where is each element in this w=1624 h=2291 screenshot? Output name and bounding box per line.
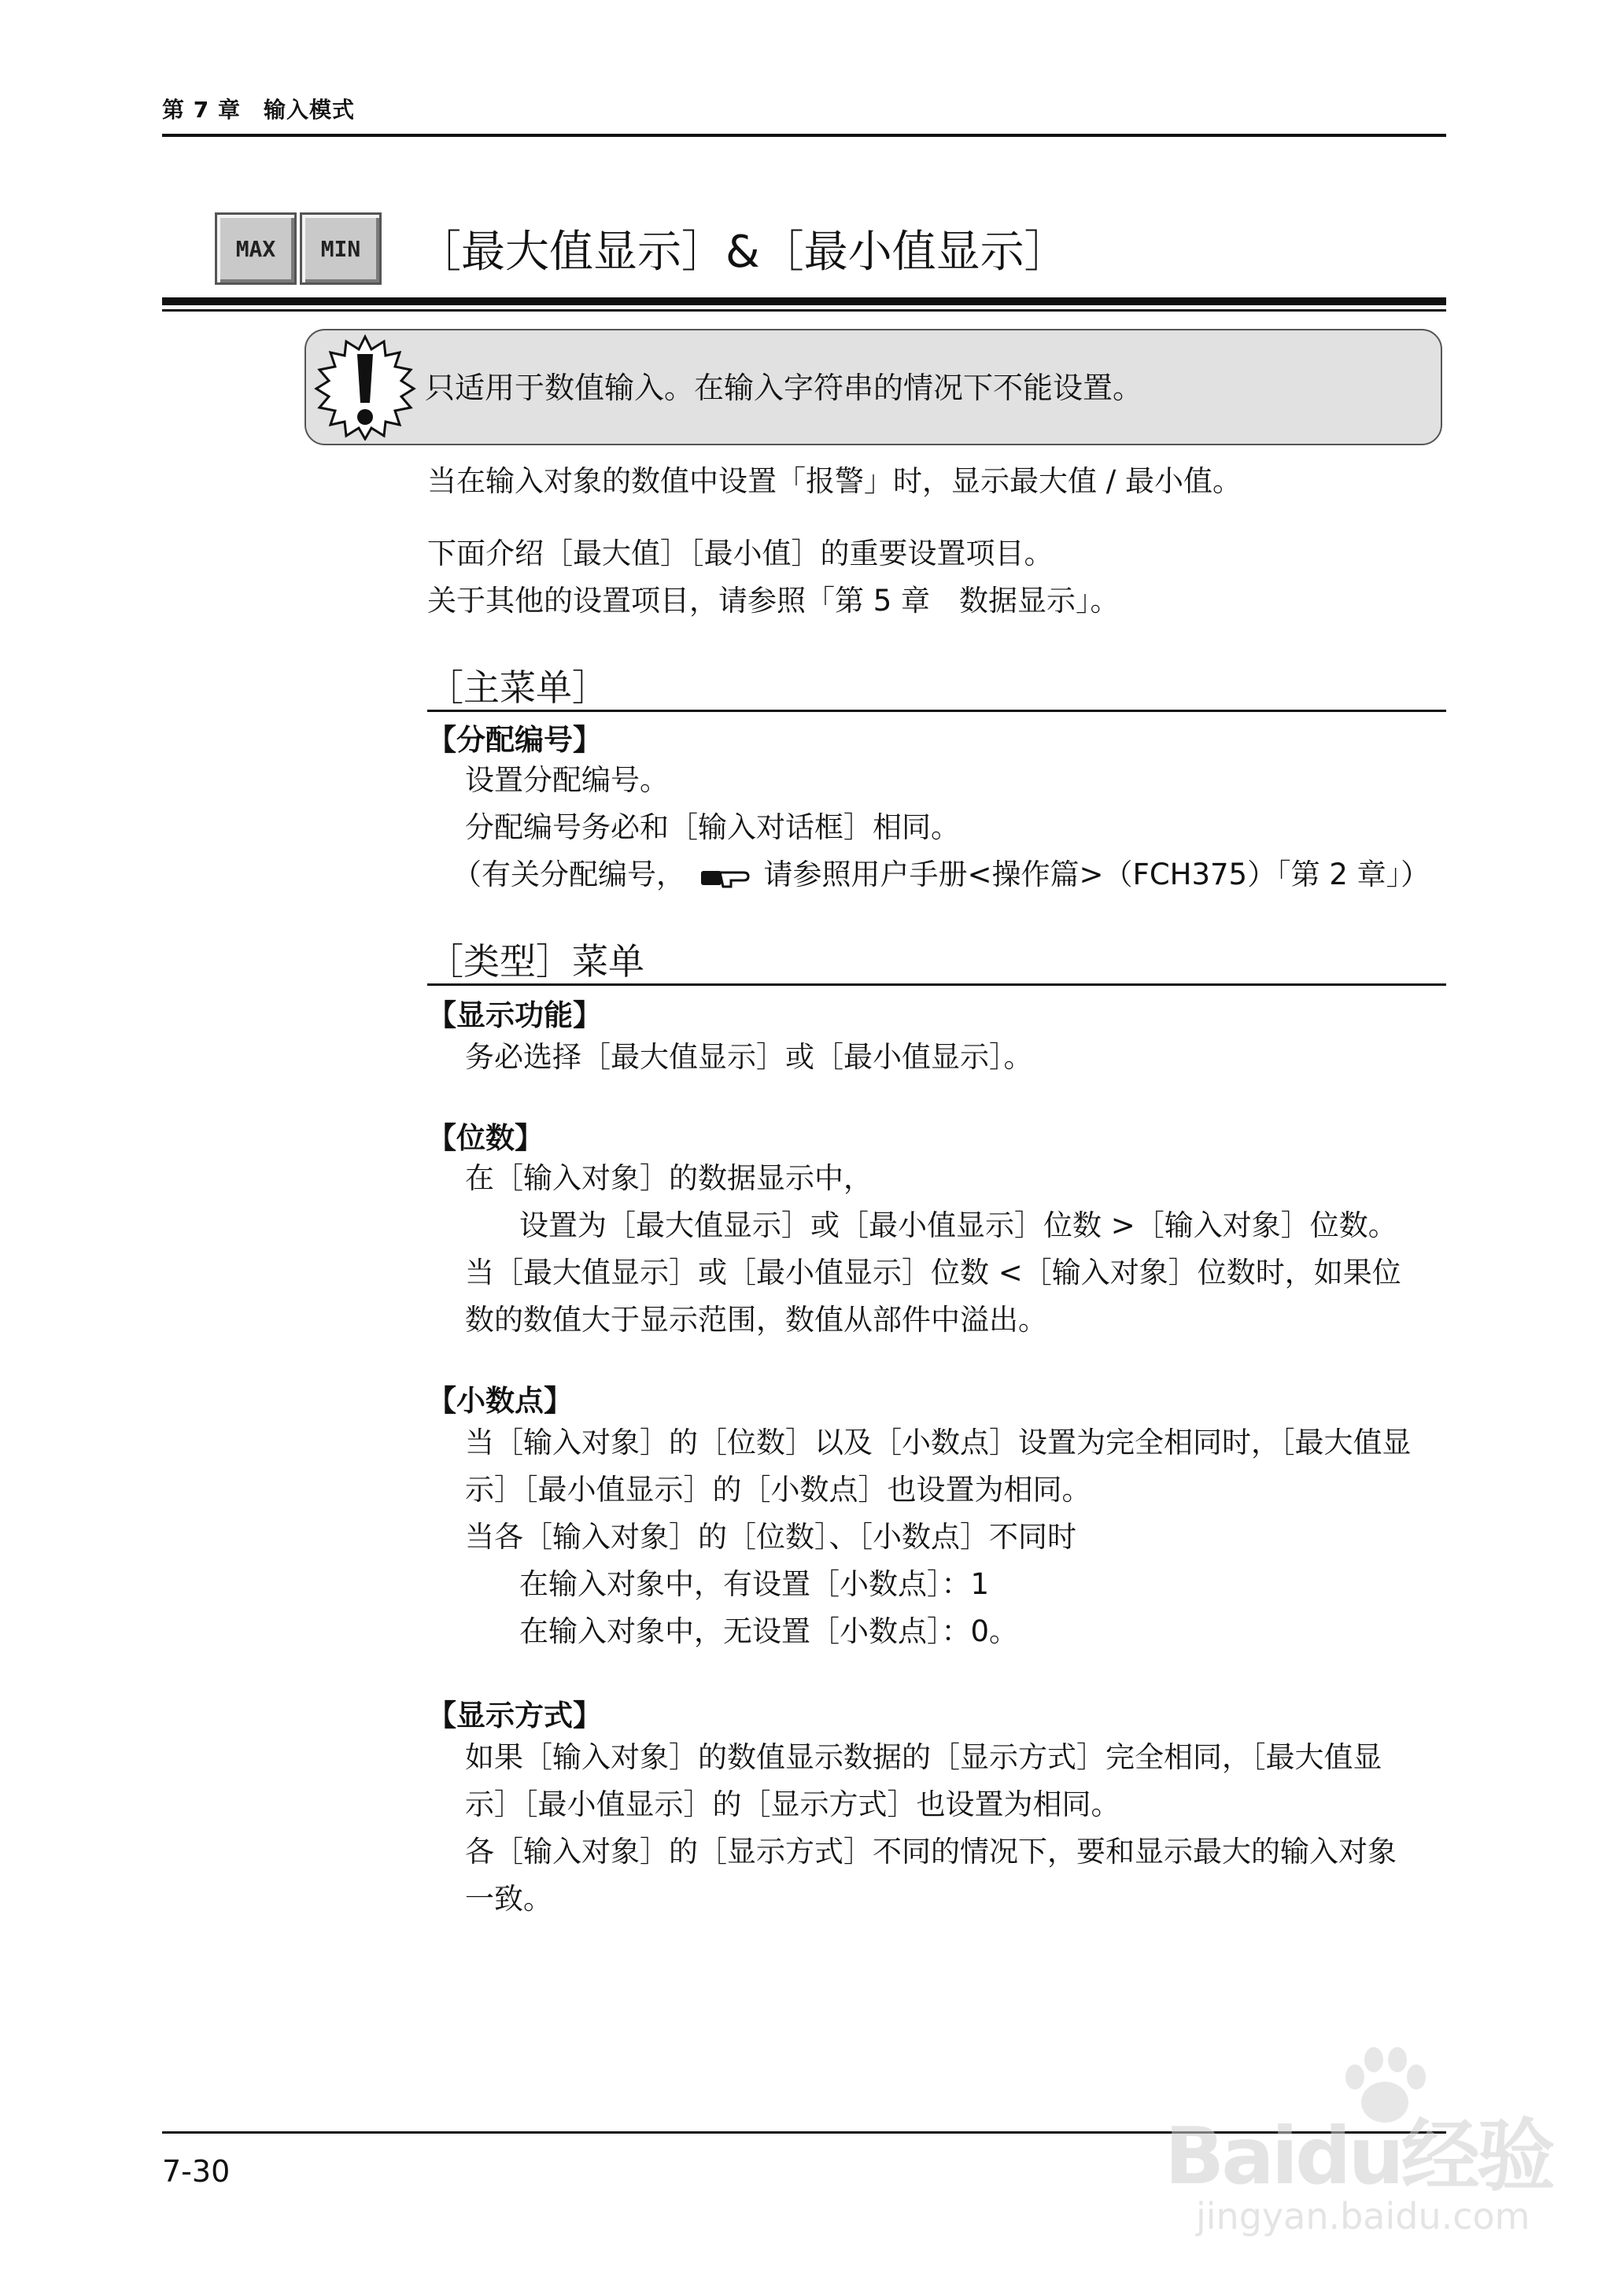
baidu-watermark bbox=[1149, 2046, 1558, 2250]
decimal-point-line: 当［输入对象］的［位数］以及［小数点］设置为完全相同时，［最大值显 bbox=[465, 1426, 1412, 1459]
reference-text: 请参照用户手册<操作篇>（FCH375）「第 2 章」） bbox=[763, 858, 1430, 891]
main-menu-rule bbox=[427, 710, 1446, 712]
notice-text: 只适用于数值输入。在输入字符串的情况下不能设置。 bbox=[425, 371, 1143, 405]
display-format-line: 各［输入对象］的［显示方式］不同的情况下，要和显示最大的输入对象 bbox=[465, 1835, 1397, 1869]
header-rule bbox=[162, 134, 1446, 137]
intro-line: 关于其他的设置项目，请参照「第 5 章 数据显示」。 bbox=[427, 584, 1120, 618]
decimal-point-line: 当各［输入对象］的［位数］、［小数点］不同时 bbox=[465, 1520, 1076, 1554]
digits-line: 设置为［最大值显示］或［最小值显示］位数 >［输入对象］位数。 bbox=[519, 1208, 1397, 1242]
type-menu-rule bbox=[427, 983, 1446, 986]
pointing-hand-icon bbox=[699, 863, 750, 890]
display-function-line: 务必选择［最大值显示］或［最小值显示］。 bbox=[465, 1040, 1033, 1074]
display-format-line: 如果［输入对象］的数值显示数据的［显示方式］完全相同，［最大值显 bbox=[465, 1740, 1382, 1774]
display-function-heading: 【显示功能】 bbox=[427, 998, 602, 1032]
assign-number-line: 设置分配编号。 bbox=[465, 763, 669, 797]
title-rule-thin bbox=[162, 309, 1446, 312]
display-format-line: 示］［最小值显示］的［显示方式］也设置为相同。 bbox=[465, 1787, 1120, 1821]
assign-number-line: 分配编号务必和［输入对话框］相同。 bbox=[465, 810, 960, 844]
section-title: ［最大值显示］&［最小值显示］ bbox=[417, 227, 1069, 278]
reference-prefix: （有关分配编号， bbox=[452, 858, 685, 891]
title-rule bbox=[162, 297, 1446, 305]
intro-line: 当在输入对象的数值中设置「报警」时，显示最大值 / 最小值。 bbox=[427, 464, 1242, 498]
digits-line: 当［最大值显示］或［最小值显示］位数 <［输入对象］位数时，如果位 bbox=[465, 1256, 1401, 1289]
intro-line: 下面介绍［最大值］［最小值］的重要设置项目。 bbox=[427, 537, 1054, 570]
max-button[interactable]: MAX bbox=[215, 212, 297, 285]
display-format-heading: 【显示方式】 bbox=[427, 1699, 602, 1732]
mode-buttons bbox=[215, 212, 382, 285]
decimal-point-heading: 【小数点】 bbox=[427, 1384, 573, 1418]
warning-icon bbox=[313, 334, 417, 441]
assign-number-heading: 【分配编号】 bbox=[427, 723, 602, 757]
page-number: 7-30 bbox=[162, 2154, 231, 2189]
digits-heading: 【位数】 bbox=[427, 1121, 544, 1155]
decimal-point-line: 示］［最小值显示］的［小数点］也设置为相同。 bbox=[465, 1473, 1091, 1507]
decimal-point-line: 在输入对象中，无设置［小数点］：0。 bbox=[519, 1614, 1019, 1648]
main-menu-heading: ［主菜单］ bbox=[427, 666, 608, 709]
digits-line: 数的数值大于显示范围，数值从部件中溢出。 bbox=[465, 1303, 1047, 1337]
display-format-line: 一致。 bbox=[465, 1882, 552, 1916]
type-menu-heading: ［类型］菜单 bbox=[427, 940, 644, 983]
digits-line: 在［输入对象］的数据显示中， bbox=[465, 1161, 873, 1195]
decimal-point-line: 在输入对象中，有设置［小数点］：1 bbox=[519, 1567, 990, 1601]
assign-number-reference bbox=[452, 858, 1430, 892]
chapter-header: 第 7 章 输入模式 bbox=[162, 97, 355, 123]
min-button[interactable]: MIN bbox=[300, 212, 382, 285]
watermark-url: jingyan.baidu.com bbox=[1196, 2195, 1530, 2238]
watermark-logo: Baidu经验 bbox=[1164, 2110, 1552, 2202]
